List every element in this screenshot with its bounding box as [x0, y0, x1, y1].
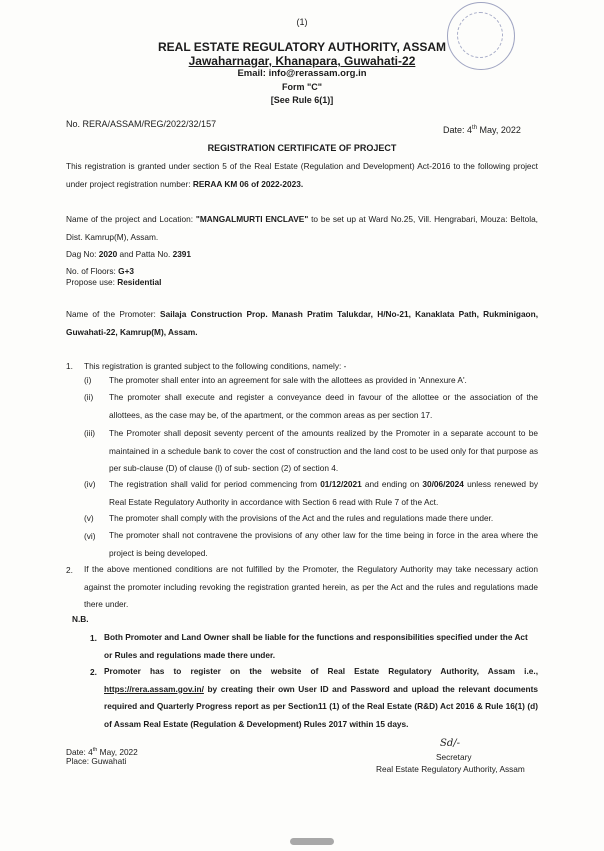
issue-date-top: Date: 4th May, 2022 [443, 125, 521, 135]
condition-ii: The promoter shall execute and register a conveyance deed in favour of the allottee or the association of the allottees, as the case may be, of the apartment, or the common areas as per section 17. [109, 392, 538, 420]
floors: No. of Floors: G+3 [66, 266, 135, 276]
project-name-location: Name of the project and Location: "MANGALMURTI ENCLAVE" to be set up at Ward No.25, Vill. Hengrabari, Mouza: Beltola, Dist. Kamrup(M), Assam. [66, 214, 538, 242]
condition-i-number: (i) [84, 375, 92, 385]
intro-paragraph: This registration is granted under section 5 of the Real Estate (Regulation and Development) Act-2016 to the following project under project registration number: RERAA KM 06 of 2022-2023. [66, 161, 538, 189]
condition-v-number: (v) [84, 513, 94, 523]
certificate-title: REGISTRATION CERTIFICATE OF PROJECT [207, 143, 397, 153]
footer-place: Place: Guwahati [66, 756, 127, 766]
conditions-intro: This registration is granted subject to the following conditions, namely: - [84, 361, 347, 371]
clause-2-number: 2. [66, 565, 73, 575]
condition-v: The promoter shall comply with the provisions of the Act and the rules and regulations made there under. [109, 513, 494, 523]
condition-iii: The Promoter shall deposit seventy percent of the amounts realized by the Promoter in a separate account to be maintained in a schedule bank to cover the cost of construction and the land cost to be used only for that purpose as per sub-clause (D) of clause (l) of sub- section (2) of section 4. [109, 428, 538, 473]
signature: Sd/- [440, 738, 460, 749]
valid-from-date: 01/12/2021 [320, 479, 362, 489]
rera-website-link[interactable]: https://rera.assam.gov.in/ [104, 683, 204, 694]
clause-2: If the above mentioned conditions are not fulfilled by the Promoter, the Regulatory Authority may take necessary action against the promoter including revoking the registration granted herein, as per the Act and the rules and regulations made there under. [84, 564, 538, 609]
signatory-authority: Real Estate Regulatory Authority, Assam [376, 764, 525, 774]
dag-patta: Dag No: 2020 and Patta No. 2391 [66, 249, 192, 259]
condition-ii-number: (ii) [84, 392, 94, 402]
condition-1-number: 1. [66, 361, 73, 371]
nb-item-2: Promoter has to register on the website of Real Estate Regulatory Authority, Assam i.e., https://rera.assam.gov.in/ by creating their own User ID and Password and upload the relevant documents required and Quarterly Progress report as per Section11 (1) of the Real Estate (R&D) Act 2016 & Rule 16(1) (d) of Assam Real Estate (Regulation & Development) Rules 2017 within 15 days. [104, 666, 538, 729]
promoter-details: Name of the Promoter: Sailaja Construction Prop. Manash Pratim Talukdar, H/No-21, Kanaklata Path, Rukminigaon, Guwahati-22, Kamrup(M), Assam. [66, 309, 538, 337]
condition-iv: The registration shall valid for period commencing from 01/12/2021 and ending on 30/06/2024 unless renewed by Real Estate Regulatory Authority in accordance with Section 6 read with Rule 7 of the Act. [109, 479, 538, 507]
condition-vi-number: (vi) [84, 531, 96, 541]
nb-label: N.B. [72, 614, 89, 624]
rule-label: [See Rule 6(1)] [270, 95, 334, 105]
condition-vi: The promoter shall not contravene the provisions of any other law for the time being in force in the area where the project is being developed. [109, 530, 538, 558]
condition-iii-number: (iii) [84, 428, 96, 438]
page-scroll-indicator [290, 838, 334, 845]
reference-number: No. RERA/ASSAM/REG/2022/32/157 [66, 119, 217, 129]
authority-title: REAL ESTATE REGULATORY AUTHORITY, ASSAM [157, 40, 447, 54]
nb-item-1: Both Promoter and Land Owner shall be liable for the functions and responsibilities specified under the Act or Rules and regulations made there under. [104, 632, 528, 660]
proposed-use: Propose use: Residential [66, 277, 162, 287]
authority-address: Jawaharnagar, Khanapara, Guwahati-22 [188, 54, 416, 68]
valid-to-date: 30/06/2024 [422, 479, 464, 489]
signatory-designation: Secretary [436, 752, 472, 762]
condition-iv-number: (iv) [84, 479, 96, 489]
page-number: (1) [296, 17, 308, 27]
nb-item-1-number: 1. [90, 633, 97, 643]
form-label: Form "C" [281, 82, 323, 92]
footer-date: Date: 4th May, 2022 [66, 746, 138, 757]
nb-item-2-number: 2. [90, 667, 97, 677]
condition-i: The promoter shall enter into an agreement for sale with the allottees as provided in 'Annexure A'. [109, 375, 467, 385]
authority-email: Email: info@rerassam.org.in [237, 68, 367, 79]
registration-number: RERAA KM 06 of 2022-2023. [192, 178, 304, 189]
